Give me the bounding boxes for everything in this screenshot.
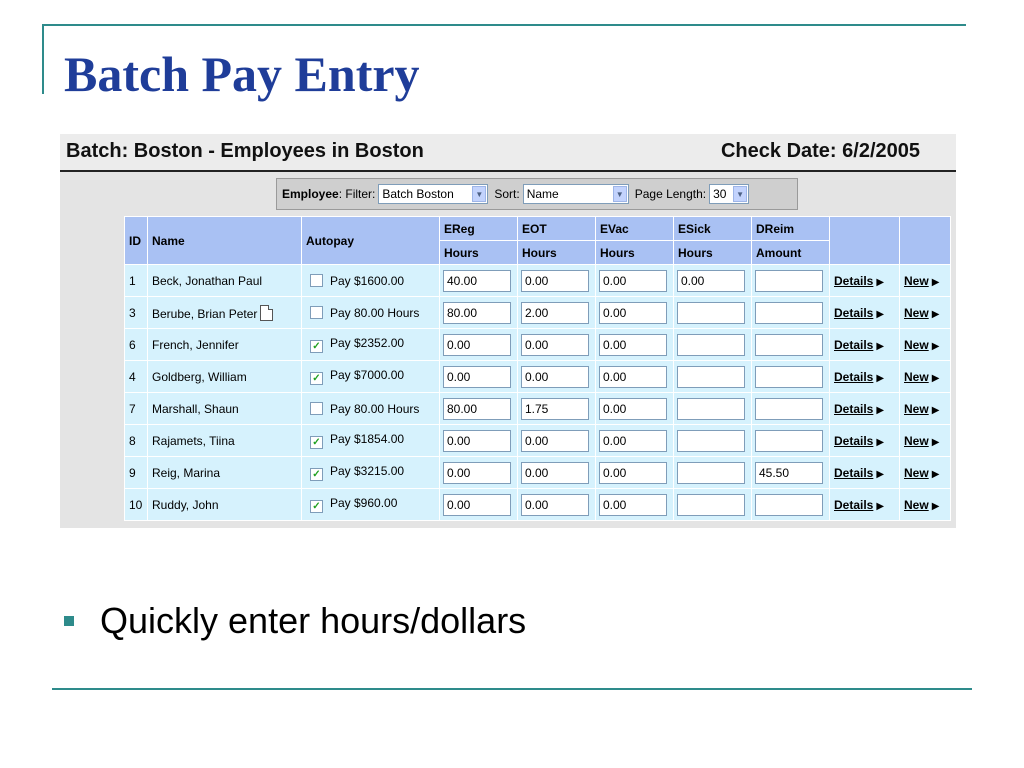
- decorative-vertical-line: [42, 24, 44, 94]
- new-link[interactable]: New: [904, 337, 929, 352]
- autopay-cell: [302, 489, 440, 521]
- evac-hours-input[interactable]: 0.00: [599, 302, 667, 324]
- autopay-checkbox[interactable]: [310, 402, 323, 415]
- evac-hours-input[interactable]: 0.00: [599, 494, 667, 516]
- autopay-cell: [302, 393, 440, 425]
- autopay-label: Pay $2352.00: [330, 336, 405, 350]
- table-row: [125, 393, 951, 425]
- evac-cell: [596, 489, 674, 521]
- page-length-label: Page Length:: [634, 187, 707, 201]
- ereg-hours-input[interactable]: 0.00: [443, 334, 511, 356]
- eot-cell: [518, 393, 596, 425]
- column-header-name: Name: [148, 217, 302, 265]
- employee-name: Beck, Jonathan Paul: [152, 273, 263, 288]
- new-link[interactable]: New: [904, 401, 929, 416]
- new-cell: [900, 425, 951, 457]
- play-arrow-icon[interactable]: ▶: [931, 468, 940, 480]
- esick-cell: [674, 425, 752, 457]
- bullet-text: Quickly enter hours/dollars: [100, 600, 527, 641]
- play-arrow-icon[interactable]: ▶: [876, 500, 885, 512]
- play-arrow-icon[interactable]: ▶: [876, 468, 885, 480]
- new-cell: [900, 489, 951, 521]
- sort-label: Sort:: [494, 187, 520, 201]
- filter-label: : Filter:: [338, 187, 376, 201]
- eot-hours-input[interactable]: 0.00: [521, 462, 589, 484]
- column-subheader-eot-hours: Hours: [518, 241, 596, 265]
- sort-select-value: Name: [526, 187, 559, 201]
- new-cell: [900, 297, 951, 329]
- ereg-hours-input[interactable]: 0.00: [443, 462, 511, 484]
- employee-name-cell: [148, 457, 302, 489]
- dreim-amount-input[interactable]: [755, 302, 823, 324]
- autopay-checkbox[interactable]: ✓: [310, 372, 323, 385]
- ereg-hours-input[interactable]: 0.00: [443, 494, 511, 516]
- column-subheader-evac-hours: Hours: [596, 241, 674, 265]
- play-arrow-icon[interactable]: ▶: [876, 436, 885, 448]
- dreim-cell: [752, 489, 830, 521]
- play-arrow-icon[interactable]: ▶: [931, 276, 940, 288]
- esick-hours-input[interactable]: [677, 494, 745, 516]
- new-link[interactable]: New: [904, 465, 929, 480]
- eot-hours-input[interactable]: 2.00: [521, 302, 589, 324]
- dreim-cell: [752, 425, 830, 457]
- employee-name-cell: [148, 393, 302, 425]
- evac-hours-input[interactable]: 0.00: [599, 366, 667, 388]
- note-document-icon[interactable]: [260, 305, 273, 321]
- autopay-checkbox[interactable]: [310, 306, 323, 319]
- column-header-id: ID: [125, 217, 148, 265]
- column-subheader-ereg-hours: Hours: [440, 241, 518, 265]
- play-arrow-icon[interactable]: ▶: [876, 340, 885, 352]
- ereg-hours-input[interactable]: 80.00: [443, 302, 511, 324]
- eot-cell: [518, 361, 596, 393]
- dreim-cell: [752, 265, 830, 297]
- esick-hours-input[interactable]: [677, 462, 745, 484]
- table-row: [125, 329, 951, 361]
- batch-header-bar: [60, 134, 956, 172]
- column-header-eot: EOT: [518, 217, 596, 241]
- employee-id: 10: [125, 489, 148, 521]
- eot-cell: [518, 329, 596, 361]
- employee-name: Marshall, Shaun: [152, 401, 239, 416]
- check-date: Check Date: 6/2/2005: [720, 140, 920, 162]
- dreim-cell: [752, 393, 830, 425]
- new-cell: [900, 265, 951, 297]
- evac-cell: [596, 329, 674, 361]
- dreim-amount-input[interactable]: [755, 270, 823, 292]
- dreim-cell: [752, 297, 830, 329]
- employee-id: 9: [125, 457, 148, 489]
- ereg-hours-input[interactable]: 40.00: [443, 270, 511, 292]
- ereg-hours-input[interactable]: 0.00: [443, 366, 511, 388]
- play-arrow-icon[interactable]: ▶: [931, 308, 940, 320]
- eot-cell: [518, 489, 596, 521]
- play-arrow-icon[interactable]: ▶: [931, 500, 940, 512]
- employee-id: 7: [125, 393, 148, 425]
- employee-id: 4: [125, 361, 148, 393]
- autopay-cell: [302, 329, 440, 361]
- employee-id: 6: [125, 329, 148, 361]
- details-link[interactable]: Details: [834, 273, 874, 288]
- eot-hours-input[interactable]: 0.00: [521, 366, 589, 388]
- autopay-label: Pay $1600.00: [330, 273, 405, 288]
- autopay-cell: [302, 297, 440, 329]
- esick-cell: [674, 457, 752, 489]
- details-cell: [830, 297, 900, 329]
- eot-hours-input[interactable]: 0.00: [521, 270, 589, 292]
- page-length-select[interactable]: [709, 184, 749, 204]
- ereg-cell: [440, 361, 518, 393]
- play-arrow-icon[interactable]: ▶: [931, 340, 940, 352]
- details-link[interactable]: Details: [834, 369, 874, 384]
- dreim-cell: [752, 457, 830, 489]
- details-link[interactable]: Details: [834, 497, 874, 512]
- pay-entry-table: [124, 216, 951, 521]
- details-link[interactable]: Details: [834, 433, 874, 448]
- employee-name: Reig, Marina: [152, 465, 221, 480]
- evac-cell: [596, 265, 674, 297]
- evac-hours-input[interactable]: 0.00: [599, 334, 667, 356]
- new-link[interactable]: New: [904, 433, 929, 448]
- column-header-esick: ESick: [674, 217, 752, 241]
- new-link[interactable]: New: [904, 369, 929, 384]
- new-link[interactable]: New: [904, 273, 929, 288]
- chevron-down-icon[interactable]: ▼: [733, 186, 747, 202]
- new-link[interactable]: New: [904, 497, 929, 512]
- decorative-bottom-line: [52, 688, 972, 690]
- play-arrow-icon[interactable]: ▶: [876, 404, 885, 416]
- dreim-amount-input[interactable]: [755, 366, 823, 388]
- autopay-checkbox[interactable]: ✓: [310, 500, 323, 513]
- ereg-cell: [440, 265, 518, 297]
- dreim-amount-input[interactable]: [755, 494, 823, 516]
- evac-cell: [596, 457, 674, 489]
- autopay-label: Pay 80.00 Hours: [330, 305, 420, 320]
- ereg-cell: [440, 457, 518, 489]
- new-cell: [900, 393, 951, 425]
- table-row: [125, 425, 951, 457]
- autopay-label: Pay $1854.00: [330, 432, 405, 446]
- autopay-checkbox[interactable]: ✓: [310, 468, 323, 481]
- eot-hours-input[interactable]: 0.00: [521, 430, 589, 452]
- details-link[interactable]: Details: [834, 305, 874, 320]
- details-link[interactable]: Details: [834, 337, 874, 352]
- chevron-down-icon[interactable]: ▼: [472, 186, 486, 202]
- evac-cell: [596, 361, 674, 393]
- details-link[interactable]: Details: [834, 401, 874, 416]
- employee-name-cell: [148, 329, 302, 361]
- eot-cell: [518, 265, 596, 297]
- column-header-dreim: DReim: [752, 217, 830, 241]
- new-link[interactable]: New: [904, 305, 929, 320]
- ereg-cell: [440, 297, 518, 329]
- esick-hours-input[interactable]: [677, 334, 745, 356]
- dreim-amount-input[interactable]: [755, 334, 823, 356]
- chevron-down-icon[interactable]: ▼: [613, 186, 627, 202]
- employee-name: Ruddy, John: [152, 497, 219, 512]
- new-cell: [900, 361, 951, 393]
- column-header-autopay: Autopay: [302, 217, 440, 265]
- eot-hours-input[interactable]: 1.75: [521, 398, 589, 420]
- play-arrow-icon[interactable]: ▶: [931, 404, 940, 416]
- evac-cell: [596, 425, 674, 457]
- eot-hours-input[interactable]: 0.00: [521, 494, 589, 516]
- play-arrow-icon[interactable]: ▶: [931, 436, 940, 448]
- eot-cell: [518, 457, 596, 489]
- ereg-hours-input[interactable]: 0.00: [443, 430, 511, 452]
- employee-name-cell: [148, 489, 302, 521]
- dreim-amount-input[interactable]: [755, 398, 823, 420]
- employee-id: 3: [125, 297, 148, 329]
- evac-hours-input[interactable]: 0.00: [599, 430, 667, 452]
- details-cell: [830, 393, 900, 425]
- employee-name-cell: [148, 265, 302, 297]
- employee-name: French, Jennifer: [152, 337, 239, 352]
- play-arrow-icon[interactable]: ▶: [931, 372, 940, 384]
- table-body: [125, 265, 951, 521]
- employee-name: Berube, Brian Peter: [152, 306, 258, 321]
- dreim-amount-input[interactable]: 45.50: [755, 462, 823, 484]
- table-row: [125, 361, 951, 393]
- autopay-checkbox[interactable]: [310, 274, 323, 287]
- esick-hours-input[interactable]: [677, 366, 745, 388]
- details-cell: [830, 425, 900, 457]
- autopay-checkbox[interactable]: ✓: [310, 340, 323, 353]
- esick-cell: [674, 489, 752, 521]
- esick-cell: [674, 297, 752, 329]
- esick-hours-input[interactable]: 0.00: [677, 270, 745, 292]
- employee-id: 1: [125, 265, 148, 297]
- table-row: [125, 489, 951, 521]
- dreim-cell: [752, 361, 830, 393]
- esick-cell: [674, 361, 752, 393]
- autopay-label: Pay $960.00: [330, 496, 398, 510]
- details-cell: [830, 489, 900, 521]
- new-cell: [900, 457, 951, 489]
- autopay-label: Pay $3215.00: [330, 464, 405, 478]
- esick-hours-input[interactable]: [677, 430, 745, 452]
- employee-label: Employee: [282, 187, 339, 201]
- details-cell: [830, 361, 900, 393]
- filter-bar: [276, 178, 798, 210]
- autopay-cell: [302, 361, 440, 393]
- table-row: [125, 297, 951, 329]
- column-header-new: [900, 217, 951, 265]
- decorative-top-line: [42, 24, 966, 26]
- column-header-details: [830, 217, 900, 265]
- evac-hours-input[interactable]: 0.00: [599, 270, 667, 292]
- evac-hours-input[interactable]: 0.00: [599, 398, 667, 420]
- details-link[interactable]: Details: [834, 465, 874, 480]
- batch-name: Batch: Boston - Employees in Boston: [66, 140, 424, 162]
- column-header-ereg: EReg: [440, 217, 518, 241]
- table-row: [125, 457, 951, 489]
- employee-id: 8: [125, 425, 148, 457]
- play-arrow-icon[interactable]: ▶: [876, 276, 885, 288]
- eot-hours-input[interactable]: 0.00: [521, 334, 589, 356]
- filter-select-value: Batch Boston: [382, 187, 454, 201]
- employee-name-cell: [148, 425, 302, 457]
- employee-name: Rajamets, Tiina: [152, 433, 235, 448]
- esick-hours-input[interactable]: [677, 398, 745, 420]
- dreim-amount-input[interactable]: [755, 430, 823, 452]
- autopay-label: Pay 80.00 Hours: [330, 401, 420, 416]
- details-cell: [830, 457, 900, 489]
- filter-select[interactable]: [378, 184, 488, 204]
- bullet-point: [64, 600, 526, 642]
- employee-name-cell: [148, 361, 302, 393]
- column-header-evac: EVac: [596, 217, 674, 241]
- autopay-cell: [302, 457, 440, 489]
- employee-name-cell: [148, 297, 302, 329]
- evac-cell: [596, 393, 674, 425]
- details-cell: [830, 329, 900, 361]
- batch-pay-screenshot: [60, 134, 956, 528]
- autopay-cell: [302, 425, 440, 457]
- esick-cell: [674, 329, 752, 361]
- page-length-value: 30: [713, 187, 727, 201]
- bullet-square-icon: [64, 616, 74, 626]
- slide-title: Batch Pay Entry: [64, 46, 420, 102]
- column-subheader-dreim-amount: Amount: [752, 241, 830, 265]
- ereg-cell: [440, 425, 518, 457]
- new-cell: [900, 329, 951, 361]
- eot-cell: [518, 425, 596, 457]
- play-arrow-icon[interactable]: ▶: [876, 308, 885, 320]
- play-arrow-icon[interactable]: ▶: [876, 372, 885, 384]
- ereg-hours-input[interactable]: 80.00: [443, 398, 511, 420]
- evac-cell: [596, 297, 674, 329]
- column-subheader-esick-hours: Hours: [674, 241, 752, 265]
- dreim-cell: [752, 329, 830, 361]
- table-row: [125, 265, 951, 297]
- esick-cell: [674, 393, 752, 425]
- sort-select[interactable]: [523, 184, 629, 204]
- employee-filter-label: [282, 187, 375, 201]
- details-cell: [830, 265, 900, 297]
- esick-hours-input[interactable]: [677, 302, 745, 324]
- esick-cell: [674, 265, 752, 297]
- autopay-cell: [302, 265, 440, 297]
- ereg-cell: [440, 329, 518, 361]
- ereg-cell: [440, 393, 518, 425]
- eot-cell: [518, 297, 596, 329]
- employee-name: Goldberg, William: [152, 369, 247, 384]
- ereg-cell: [440, 489, 518, 521]
- autopay-label: Pay $7000.00: [330, 368, 405, 382]
- evac-hours-input[interactable]: 0.00: [599, 462, 667, 484]
- autopay-checkbox[interactable]: ✓: [310, 436, 323, 449]
